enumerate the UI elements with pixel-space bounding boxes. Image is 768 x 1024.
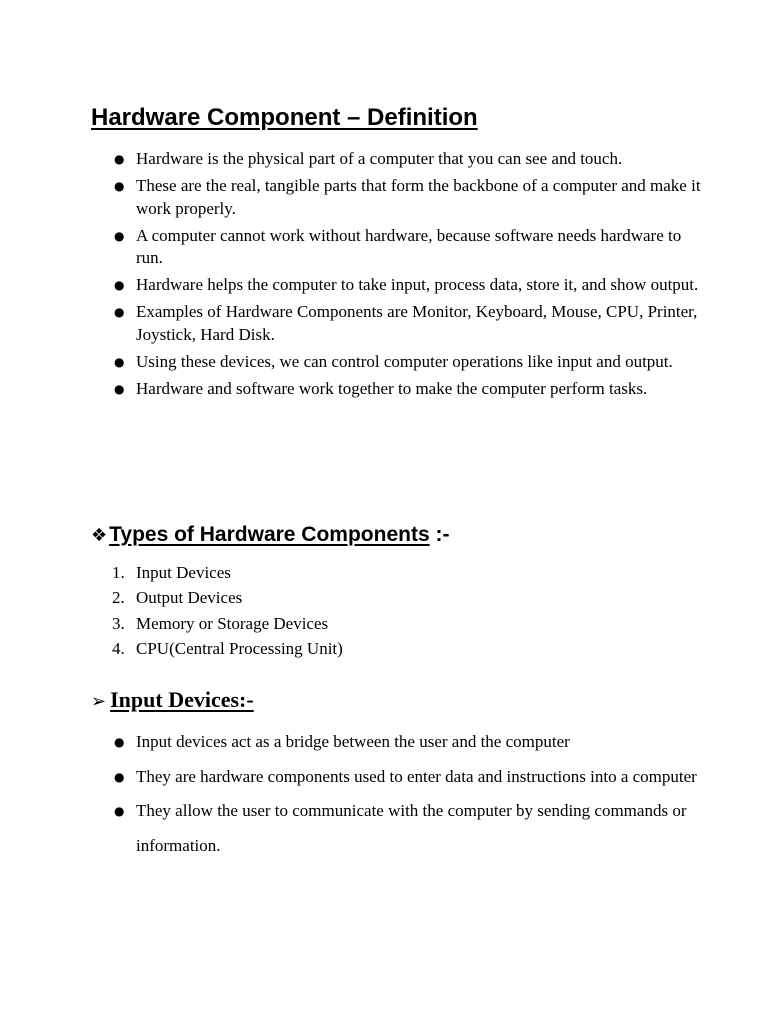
list-item: ● Using these devices, we can control computer operations like input and output. bbox=[112, 351, 702, 374]
bullet-icon: ● bbox=[114, 804, 125, 818]
list-number: 1. bbox=[112, 563, 125, 582]
list-item: ● A computer cannot work without hardware, because software needs hardware to run. bbox=[114, 225, 682, 267]
arrow-bullet-icon: ➢ bbox=[91, 691, 107, 712]
bullet-icon: ● bbox=[114, 354, 125, 369]
list-item: ● Hardware helps the computer to take input, process data, store it, and show output. bbox=[112, 274, 702, 297]
list-item: ● Input devices act as a bridge between the user and the computer bbox=[112, 725, 702, 760]
types-numbered-list bbox=[112, 560, 343, 661]
list-item: 2. Output Devices bbox=[112, 585, 343, 610]
bullet-icon: ● bbox=[114, 179, 125, 193]
diamond-bullet-icon: ❖ bbox=[91, 525, 108, 546]
list-item: ● They are hardware components used to enter data and instructions into a computer bbox=[112, 760, 702, 795]
bullet-icon: ● bbox=[114, 735, 125, 749]
bullet-icon: ● bbox=[114, 228, 125, 243]
definition-bullet-list bbox=[112, 148, 702, 405]
list-number: 4. bbox=[112, 638, 125, 658]
list-item: 4. CPU(Central Processing Unit) bbox=[112, 636, 343, 661]
list-item: ● Hardware and software work together to make the computer perform tasks. bbox=[112, 378, 702, 401]
list-item: ● Examples of Hardware Components are Monitor, Keyboard, Mouse, CPU, Printer, Joystick, Hard Disk. bbox=[114, 302, 698, 344]
types-heading-text: Types of Hardware Components bbox=[109, 523, 430, 546]
bullet-icon: ● bbox=[114, 381, 125, 396]
bullet-icon: ● bbox=[114, 769, 125, 784]
list-item: 3. Memory or Storage Devices bbox=[112, 611, 343, 636]
list-item: ● These are the real, tangible parts that form the backbone of a computer and make it work properly. bbox=[114, 176, 701, 218]
list-item: ● They allow the user to communicate with the computer by sending commands or information. bbox=[112, 794, 702, 863]
list-item: ● Hardware is the physical part of a computer that you can see and touch. bbox=[112, 148, 702, 171]
bullet-icon: ● bbox=[114, 152, 125, 166]
bullet-icon: ● bbox=[114, 278, 125, 292]
types-heading-suffix: :- bbox=[429, 523, 450, 546]
input-devices-bullet-list bbox=[112, 725, 702, 863]
input-devices-heading-text: Input Devices:- bbox=[110, 687, 254, 712]
list-number: 3. bbox=[112, 613, 125, 633]
bullet-icon: ● bbox=[114, 305, 125, 319]
definition-heading: Hardware Component – Definition bbox=[91, 104, 478, 131]
input-devices-heading bbox=[91, 686, 254, 716]
list-item: 1. Input Devices bbox=[112, 560, 343, 585]
types-heading bbox=[91, 521, 449, 550]
list-number: 2. bbox=[112, 588, 125, 608]
